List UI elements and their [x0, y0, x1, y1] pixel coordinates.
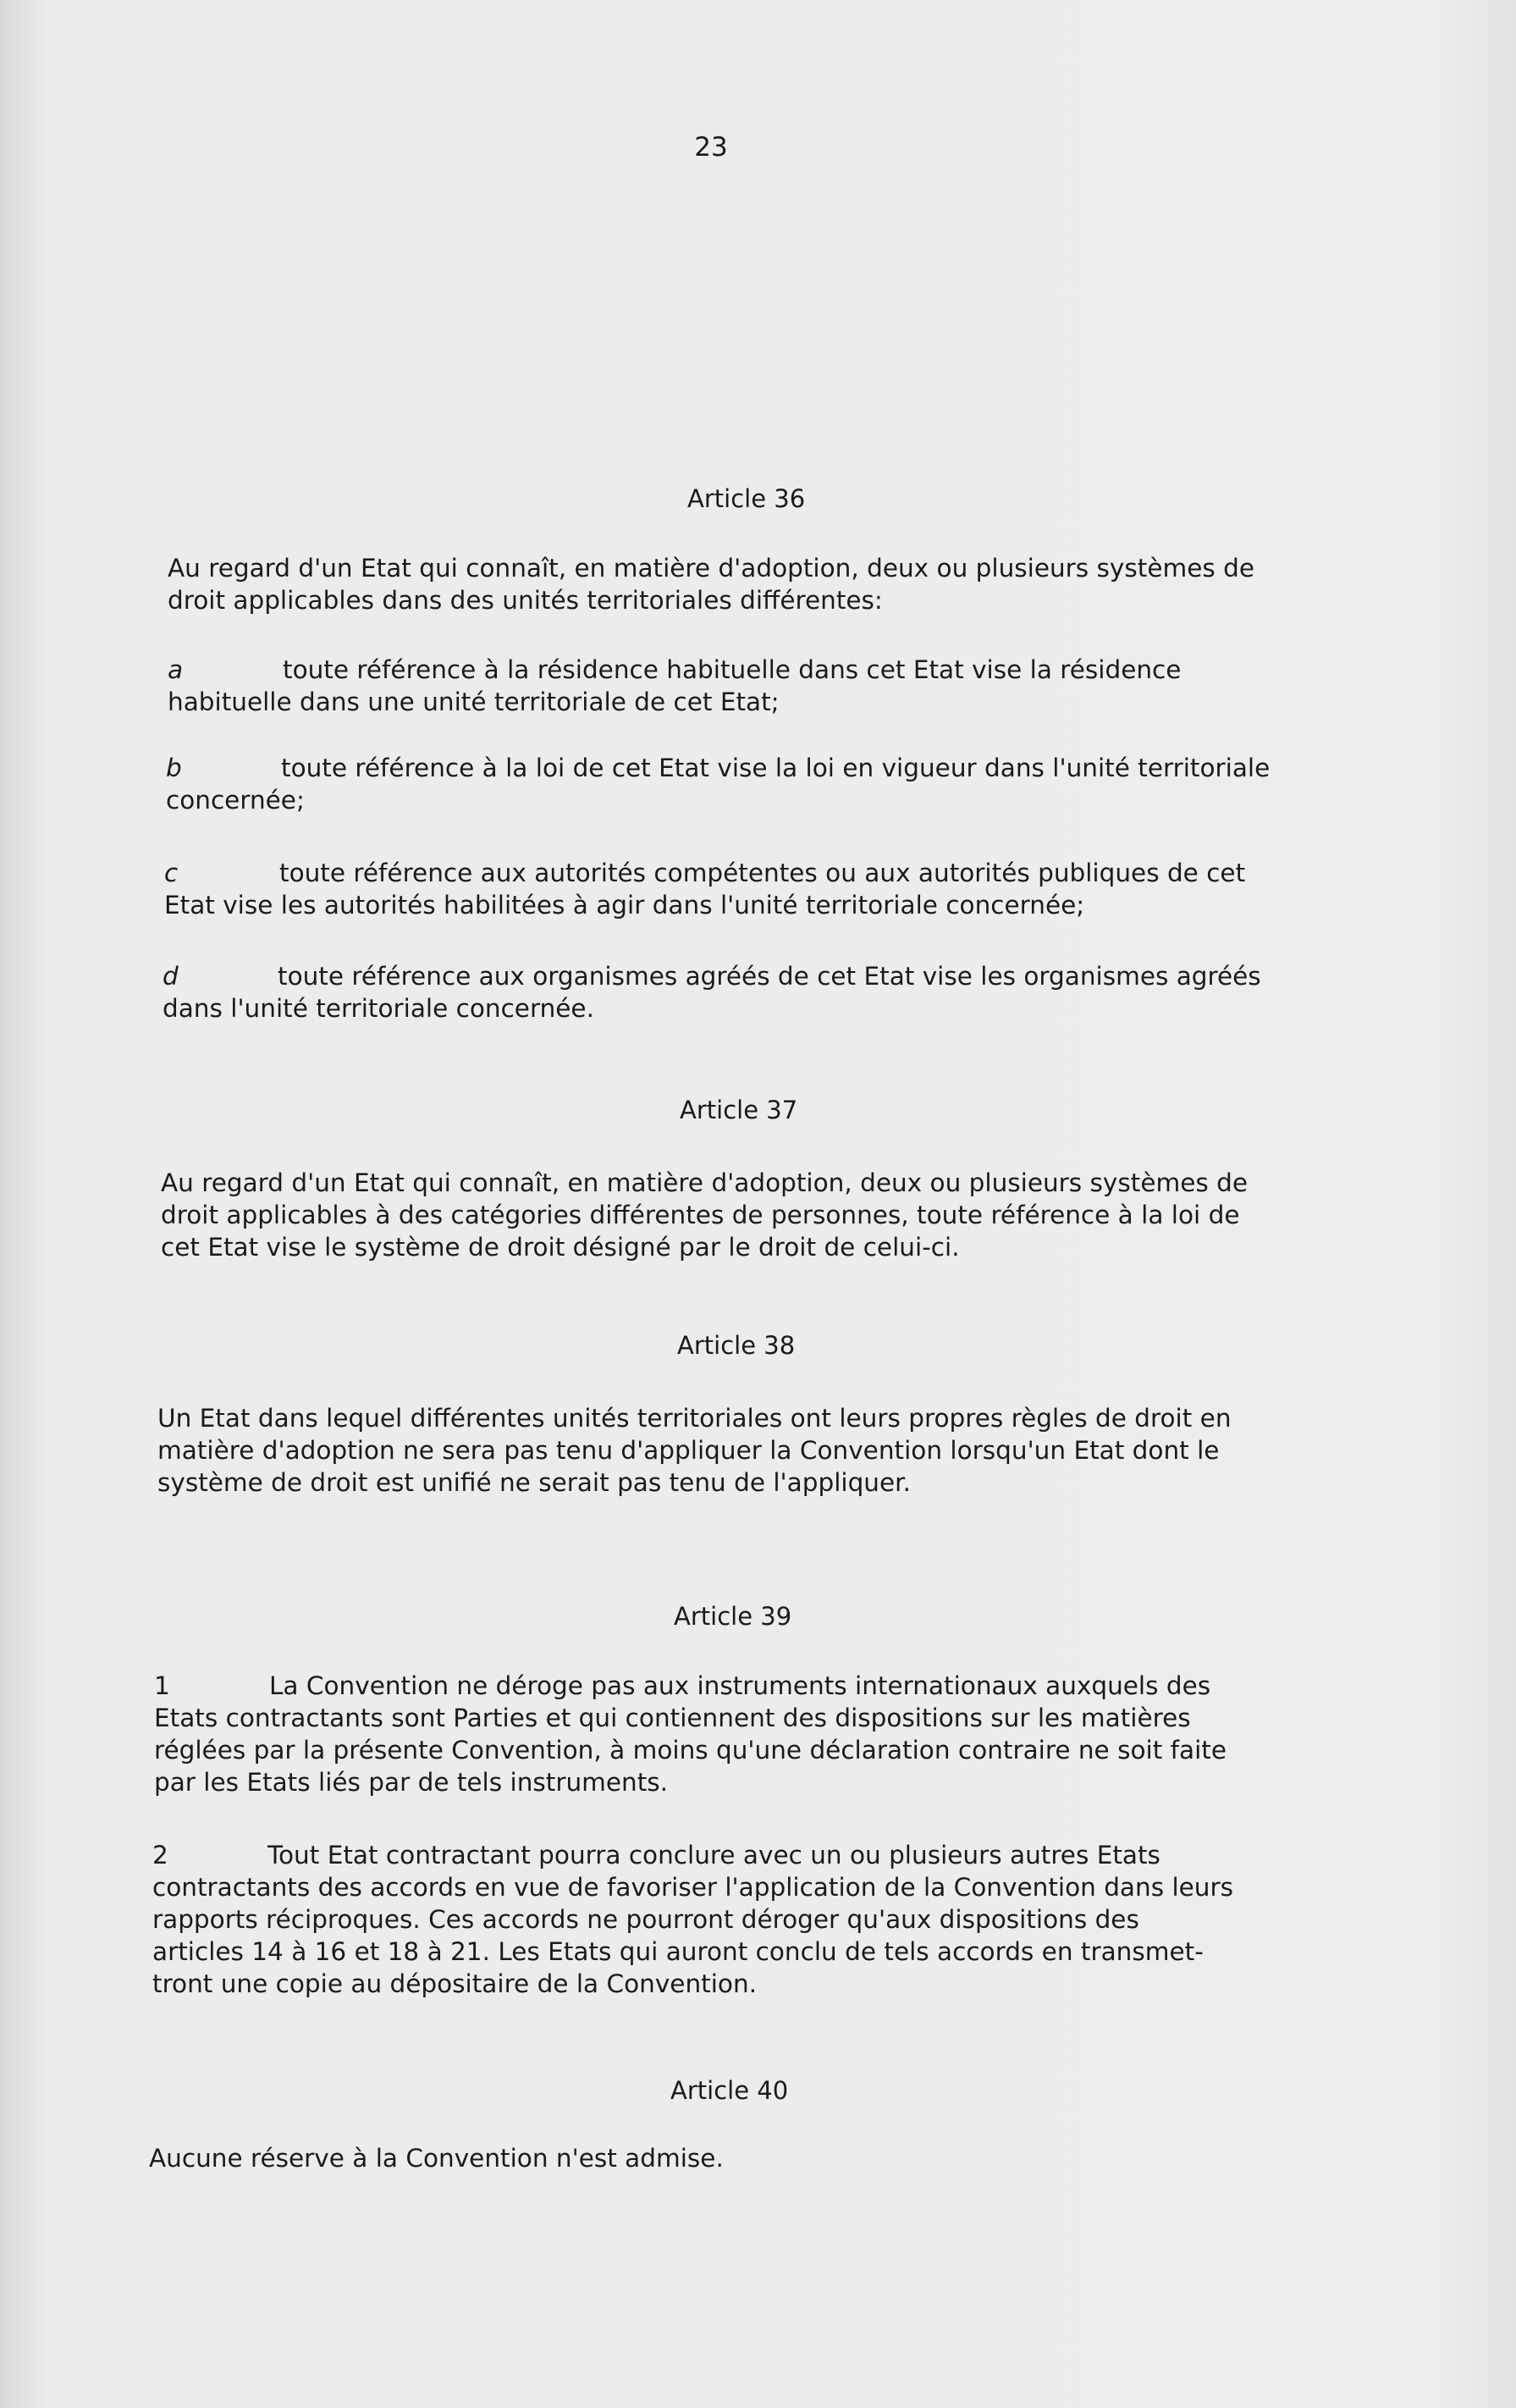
- item-marker: a: [168, 655, 184, 684]
- text-line: contractants des accords en vue de favoriser l'application de la Convention dans leurs: [152, 1873, 1233, 1902]
- article-39-paragraph-2: [152, 1839, 1233, 2000]
- paragraph-number: 2: [152, 1841, 168, 1870]
- text-line: système de droit est unifié ne serait pas tenu de l'appliquer.: [157, 1468, 911, 1497]
- text-line: Un Etat dans lequel différentes unités territoriales ont leurs propres règles de droit en: [157, 1404, 1232, 1433]
- article-36-item-d: [163, 960, 1261, 1025]
- article-40-body: [149, 2142, 724, 2174]
- text-line: toute référence aux organismes agréés de cet Etat vise les organismes agréés: [278, 962, 1261, 991]
- text-line: toute référence à la loi de cet Etat vise la loi en vigueur dans l'unité territoriale: [281, 754, 1271, 782]
- text-line: rapports réciproques. Ces accords ne pourront déroger qu'aux dispositions des: [152, 1905, 1139, 1934]
- article-39-title: Article 39: [674, 1602, 792, 1631]
- text-line: La Convention ne déroge pas aux instruments internationaux auxquels des: [269, 1671, 1211, 1700]
- text-line: tront une copie au dépositaire de la Convention.: [152, 1969, 758, 1998]
- article-39-paragraph-1: [154, 1670, 1227, 1798]
- article-36-item-c: [164, 857, 1245, 921]
- article-36-item-a: [168, 654, 1181, 718]
- text-line: Aucune réserve à la Convention n'est admise.: [149, 2144, 724, 2173]
- text-line: par les Etats liés par de tels instruments.: [154, 1768, 669, 1797]
- text-line: articles 14 à 16 et 18 à 21. Les Etats qui auront conclu de tels accords en transmet-: [152, 1937, 1204, 1966]
- article-36-item-b: [166, 752, 1270, 816]
- text-line: Tout Etat contractant pourra conclure avec un ou plusieurs autres Etats: [267, 1841, 1160, 1870]
- text-line: Au regard d'un Etat qui connaît, en matière d'adoption, deux ou plusieurs systèmes de: [161, 1168, 1248, 1197]
- article-37-body: [161, 1167, 1248, 1263]
- text-line: concernée;: [166, 786, 305, 815]
- text-line: réglées par la présente Convention, à moins qu'une déclaration contraire ne soit faite: [154, 1736, 1227, 1765]
- text-line: toute référence aux autorités compétentes ou aux autorités publiques de cet: [279, 859, 1246, 887]
- article-36-title: Article 36: [687, 484, 806, 513]
- article-36-intro: [168, 552, 1254, 616]
- text-line: Au regard d'un Etat qui connaît, en matière d'adoption, deux ou plusieurs systèmes de: [168, 554, 1254, 583]
- page-number: 23: [694, 132, 728, 163]
- article-40-title: Article 40: [670, 2076, 789, 2105]
- text-line: dans l'unité territoriale concernée.: [163, 994, 594, 1023]
- text-line: Etat vise les autorités habilitées à agir dans l'unité territoriale concernée;: [164, 891, 1085, 920]
- text-line: matière d'adoption ne sera pas tenu d'appliquer la Convention lorsqu'un Etat dont le: [157, 1436, 1220, 1465]
- text-line: Etats contractants sont Parties et qui contiennent des dispositions sur les matières: [154, 1704, 1191, 1732]
- text-line: droit applicables dans des unités territoriales différentes:: [168, 586, 883, 615]
- text-line: droit applicables à des catégories différentes de personnes, toute référence à la loi de: [161, 1201, 1240, 1229]
- article-37-title: Article 37: [680, 1096, 798, 1124]
- article-38-body: [157, 1402, 1232, 1499]
- text-line: toute référence à la résidence habituelle dans cet Etat vise la résidence: [283, 655, 1182, 684]
- text-line: habituelle dans une unité territoriale de cet Etat;: [168, 688, 780, 716]
- article-38-title: Article 38: [677, 1331, 796, 1360]
- item-marker: b: [166, 754, 182, 782]
- item-marker: c: [164, 859, 179, 887]
- text-line: cet Etat vise le système de droit désigné par le droit de celui-ci.: [161, 1233, 960, 1262]
- paragraph-number: 1: [154, 1671, 170, 1700]
- item-marker: d: [163, 962, 179, 991]
